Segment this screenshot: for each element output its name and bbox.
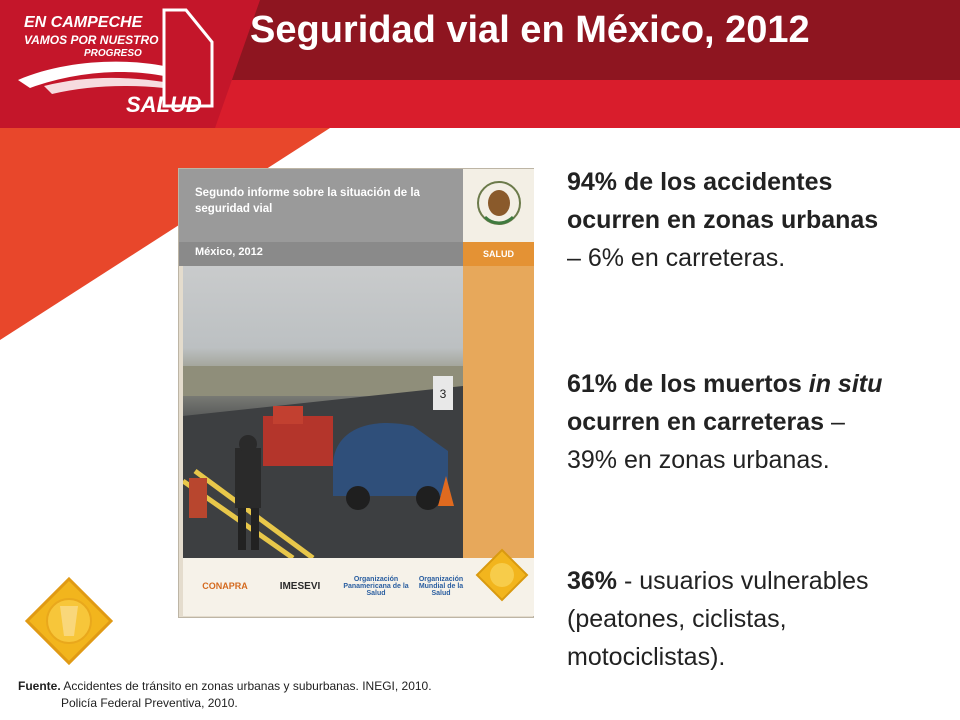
report-cover-image xyxy=(178,168,534,618)
logo-oms xyxy=(417,568,463,604)
logo-line-3: PROGRESO xyxy=(84,48,142,59)
logo-imesevi: IMESEVI xyxy=(279,580,321,592)
stat-urban-accidents-rest: – 6% en carreteras. xyxy=(567,244,786,272)
cover-date: México, 2012 xyxy=(195,246,263,258)
logo-oms-label: Organización Mundial de la Salud xyxy=(418,575,464,597)
stat-vulnerable-rest: - usuarios vulnerables (peatones, ciclistas, motociclistas). xyxy=(567,567,869,671)
logo-word-salud: SALUD xyxy=(126,92,202,117)
cover-salud-tag: SALUD xyxy=(463,242,534,266)
road-scene-illustration xyxy=(183,266,463,558)
cover-logos-band xyxy=(183,558,534,616)
stat-deaths-highways xyxy=(567,365,887,479)
cover-photo-road-accident xyxy=(183,266,463,558)
cover-header-band xyxy=(179,169,463,242)
logo-line-2: VAMOS POR NUESTRO xyxy=(24,33,159,47)
cover-date-band xyxy=(179,242,463,266)
page-title: Seguridad vial en México, 2012 xyxy=(250,9,810,51)
source-note-line1 xyxy=(18,679,432,693)
logo-ops: Organización Panamericana de la Salud xyxy=(343,575,409,597)
campeche-logo xyxy=(14,2,224,124)
coat-of-arms-icon xyxy=(475,177,523,235)
logo-conapra: CONAPRA xyxy=(202,581,248,591)
logo-line-1: EN CAMPECHE xyxy=(24,14,143,31)
cover-emblem-area xyxy=(463,169,534,242)
road-safety-decade-badge-icon xyxy=(24,576,114,666)
stat-vulnerable-users xyxy=(567,562,887,676)
stat-vulnerable-bold: 36% xyxy=(567,567,618,595)
stat-urban-accidents xyxy=(567,163,887,277)
source-note-line2: Policía Federal Preventiva, 2010. xyxy=(61,696,238,710)
cover-heading: Segundo informe sobre la situación de la seguridad vial xyxy=(195,187,420,215)
road-sign-number: 3 xyxy=(439,387,447,401)
stat-deaths-bold-a: 61% de los muertos xyxy=(567,370,809,398)
stat-deaths-italic: in situ xyxy=(808,370,883,398)
stat-deaths-rest: – 39% en zonas urbanas. xyxy=(567,408,845,474)
cover-decade-badge-icon xyxy=(475,548,529,602)
source-text-1: Accidentes de tránsito en zonas urbanas y suburbanas. INEGI, 2010. xyxy=(60,679,432,693)
source-label: Fuente. xyxy=(18,679,61,693)
stat-urban-accidents-bold: 94% de los accidentes ocurren en zonas urbanas xyxy=(567,168,879,234)
stat-deaths-bold-b: ocurren en carreteras xyxy=(567,408,825,436)
cover-side-panel xyxy=(463,266,534,558)
